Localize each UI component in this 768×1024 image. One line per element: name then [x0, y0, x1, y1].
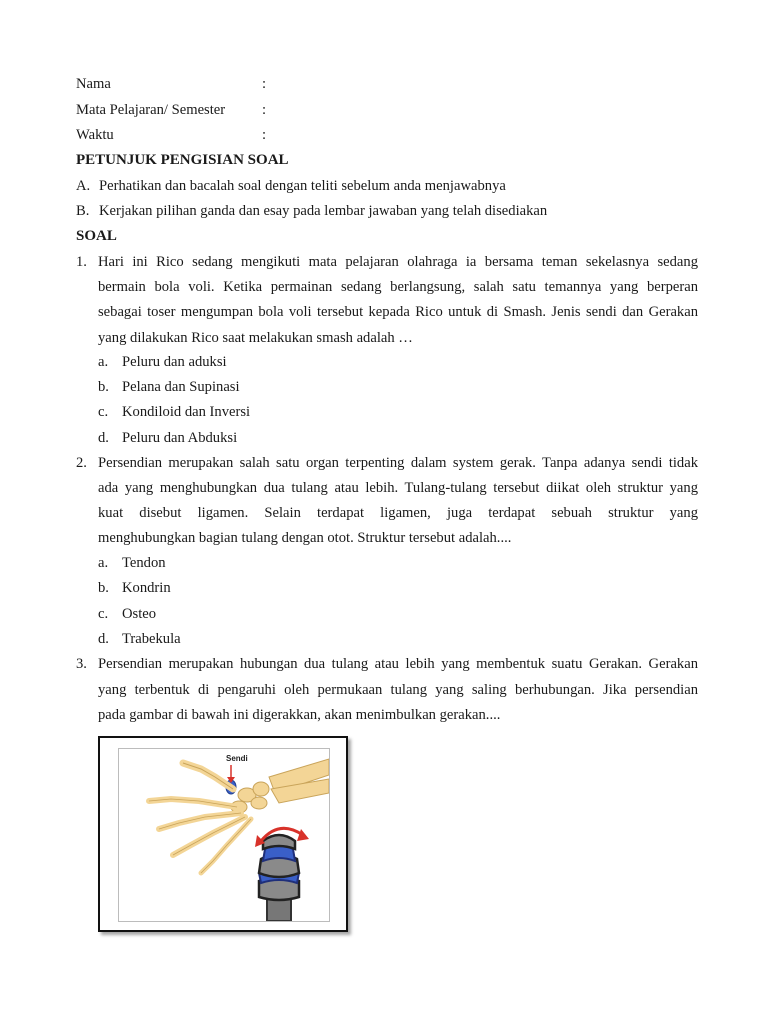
answer-option: [98, 629, 181, 649]
question-text-line: kuat disebut ligamen. Selain terdapat ligamen, juga terdapat sebuah struktur yang: [98, 505, 698, 521]
answer-option: [98, 352, 227, 372]
question-text-line: Hari ini Rico sedang mengikuti mata pelajaran olahraga ia bersama teman sekelasnya sedang: [98, 254, 698, 270]
option-text: Osteo: [122, 606, 157, 622]
instructions-title: PETUNJUK PENGISIAN SOAL: [76, 152, 289, 168]
answer-option: [98, 578, 171, 598]
option-text: Tendon: [122, 555, 166, 571]
answer-option: [98, 553, 166, 573]
joint-model-icon: [259, 835, 299, 921]
instruction-letter: B.: [76, 203, 90, 219]
option-letter: c.: [98, 404, 109, 420]
answer-option: [98, 377, 240, 397]
option-text: Kondrin: [122, 580, 171, 596]
instruction-text: Kerjakan pilihan ganda dan esay pada lembar jawaban yang telah disediakan: [99, 203, 548, 219]
field-label: Mata Pelajaran/ Semester: [76, 102, 226, 118]
option-letter: b.: [98, 379, 109, 395]
field-waktu: [76, 125, 266, 145]
figure-illustration: [118, 748, 330, 922]
option-letter: d.: [98, 430, 109, 446]
question-text-line: pada gambar di bawah ini digerakkan, akan menimbulkan gerakan....: [98, 707, 501, 723]
instruction-item: [76, 176, 506, 196]
field-label: Waktu: [76, 127, 114, 143]
soal-title: SOAL: [76, 228, 117, 244]
field-colon: :: [262, 76, 267, 92]
option-letter: c.: [98, 606, 109, 622]
option-text: Trabekula: [122, 631, 181, 647]
answer-option: [98, 604, 156, 624]
field-nama: [76, 74, 266, 94]
option-text: Peluru dan Abduksi: [122, 430, 238, 446]
answer-option: [98, 402, 250, 422]
joint-figure: [98, 736, 348, 932]
hand-bones-icon: [119, 749, 329, 921]
option-letter: b.: [98, 580, 109, 596]
field-mata-pelajaran: [76, 100, 266, 120]
instruction-letter: A.: [76, 178, 91, 194]
question-number: 2.: [76, 455, 87, 471]
question-text-line: Persendian merupakan salah satu organ terpenting dalam system gerak. Tanpa adanya sendi tidak: [98, 455, 698, 471]
question-text-line: sebagai toser mengumpan bola voli tersebut kepada Rico untuk di Smash. Jenis sendi dan Gerakan: [98, 304, 698, 320]
question-text-line: yang dilakukan Rico saat melakukan smash adalah …: [98, 330, 413, 346]
field-label: Nama: [76, 76, 111, 92]
answer-option: [98, 428, 237, 448]
figure-label: Sendi: [226, 754, 248, 763]
question-number: 3.: [76, 656, 87, 672]
option-letter: a.: [98, 555, 109, 571]
question-number: 1.: [76, 254, 87, 270]
question-text-line: ada yang menghubungkan dua tulang atau lebih. Tulang-tulang tersebut diikat oleh struktur yang: [98, 480, 698, 496]
option-letter: d.: [98, 631, 109, 647]
option-letter: a.: [98, 354, 109, 370]
question-text-line: menghubungkan bagian tulang dengan otot. Struktur tersebut adalah....: [98, 530, 512, 546]
question-text-line: yang terbentuk di pengaruhi oleh permukaan tulang yang saling berhubungan. Jika persendian: [98, 682, 698, 698]
option-text: Pelana dan Supinasi: [122, 379, 240, 395]
question-text-line: Persendian merupakan hubungan dua tulang atau lebih yang membentuk suatu Gerakan. Gerakan: [98, 656, 698, 672]
option-text: Kondiloid dan Inversi: [122, 404, 251, 420]
instruction-text: Perhatikan dan bacalah soal dengan teliti sebelum anda menjawabnya: [99, 178, 506, 194]
question-text-line: bermain bola voli. Ketika permainan sedang berlangsung, salah satu temannya yang berperan: [98, 279, 698, 295]
instruction-item: [76, 201, 547, 221]
field-colon: :: [262, 127, 267, 143]
field-colon: :: [262, 102, 267, 118]
option-text: Peluru dan aduksi: [122, 354, 227, 370]
